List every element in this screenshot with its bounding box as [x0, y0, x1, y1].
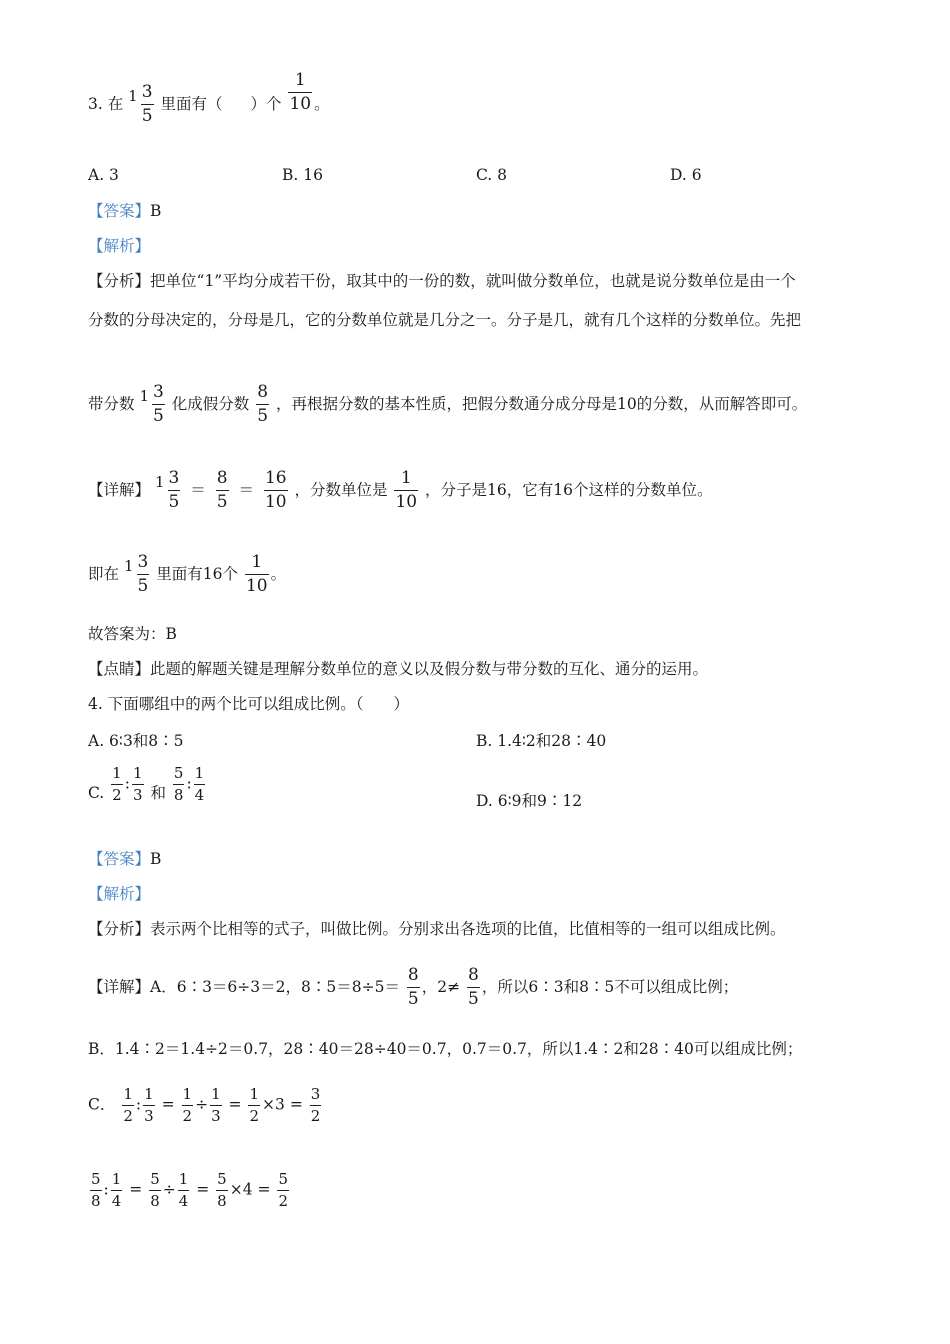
q4-option-a: A. 6∶3和8∶5 [88, 732, 184, 750]
q4-detail-c-line1: C． $\frac{1}{2}$ : $\frac{1}{3}$ = $\frac{1}{2}$ ÷ $\frac{1}{3}$ = $\frac{1}{2}$ ×3 = $\frac{3}{2}$ [88, 1085, 321, 1125]
q4-detail-c-line2: $\frac{5}{8}$ : $\frac{1}{4}$ = $\frac{5}{8}$ ÷ $\frac{1}{4}$ = $\frac{5}{8}$ ×4 = $\frac{5}{2}$ [91, 1170, 289, 1210]
mixed-number-1-3-5: 1 3 5 [128, 82, 153, 127]
q3-dianjing: 【点睛】此题的解题关键是理解分数单位的意义以及假分数与带分数的互化、通分的运用。 [88, 660, 709, 678]
q3-conclusion: 即在 1 3 5 里面有16个 $\frac{1}{10}$ 。 [88, 552, 287, 597]
q4-detail-b: B．1.4∶2＝1.4÷2＝0.7，28∶40＝28÷40＝0.7，0.7＝0.7，所以1.4∶2和28∶40可以组成比例； [88, 1040, 803, 1058]
q4-option-b: B. 1.4∶2和28∶40 [476, 732, 607, 750]
q4-fenxi: 【分析】表示两个比相等的式子，叫做比例。分别求出各选项的比值，比值相等的一组可以组成比例。 [88, 920, 786, 938]
q3-fenxi-line3: 带分数 1 3 5 化成假分数 $\frac{8}{5}$ ，再根据分数的基本性质，把假分数通分成分母是10的分数，从而解答即可。 [88, 382, 808, 427]
q3-question: 3. 在 1 3 5 里面有（ ）个 $\frac{1}{10}$ 。 [88, 70, 330, 127]
q4-answer: 【答案】B [88, 850, 162, 868]
q3-option-a: A. 3 [88, 166, 119, 184]
q4-option-d: D. 6∶9和9∶12 [476, 792, 583, 810]
q3-fenxi-line2: 分数的分母决定的，分母是几，它的分数单位就是几分之一。分子是几，就有几个这样的分数单位。先把 [88, 311, 802, 329]
q4-analysis-heading: 【解析】 [88, 885, 151, 903]
q4-detail-a: 【详解】A．6∶3＝6÷3＝2，8∶5＝8÷5＝ $\frac{8}{5}$ ，2≠ $\frac{8}{5}$ ，所以6∶3和8∶5不可以组成比例； [88, 965, 739, 1010]
q3-option-b: B. 16 [282, 166, 323, 184]
fraction-1-10: $\frac{1}{10}$ [289, 70, 312, 115]
q3-option-c: C. 8 [476, 166, 508, 184]
q4-question: 4. 下面哪组中的两个比可以组成比例。（ ） [88, 695, 409, 713]
q3-answer: 【答案】B [88, 202, 162, 220]
q4-option-c: C. $\frac{1}{2}$ : $\frac{1}{3}$ 和 $\frac{5}{8}$ : $\frac{1}{4}$ [88, 764, 205, 804]
q3-analysis-heading: 【解析】 [88, 237, 151, 255]
q3-final-answer: 故答案为：B [88, 625, 177, 643]
q3-detail: 【详解】 1 3 5 ＝ $\frac{8}{5}$ ＝ $\frac{16}{10}$ ，分数单位是 $\frac{1}{10}$ ，分子是16，它有16个这样的分数单位。 [88, 468, 713, 513]
q3-fenxi-line1: 【分析】把单位“1”平均分成若干份，取其中的一份的数，就叫做分数单位，也就是说分数单位是由一个 [88, 272, 796, 290]
q3-option-d: D. 6 [670, 166, 702, 184]
